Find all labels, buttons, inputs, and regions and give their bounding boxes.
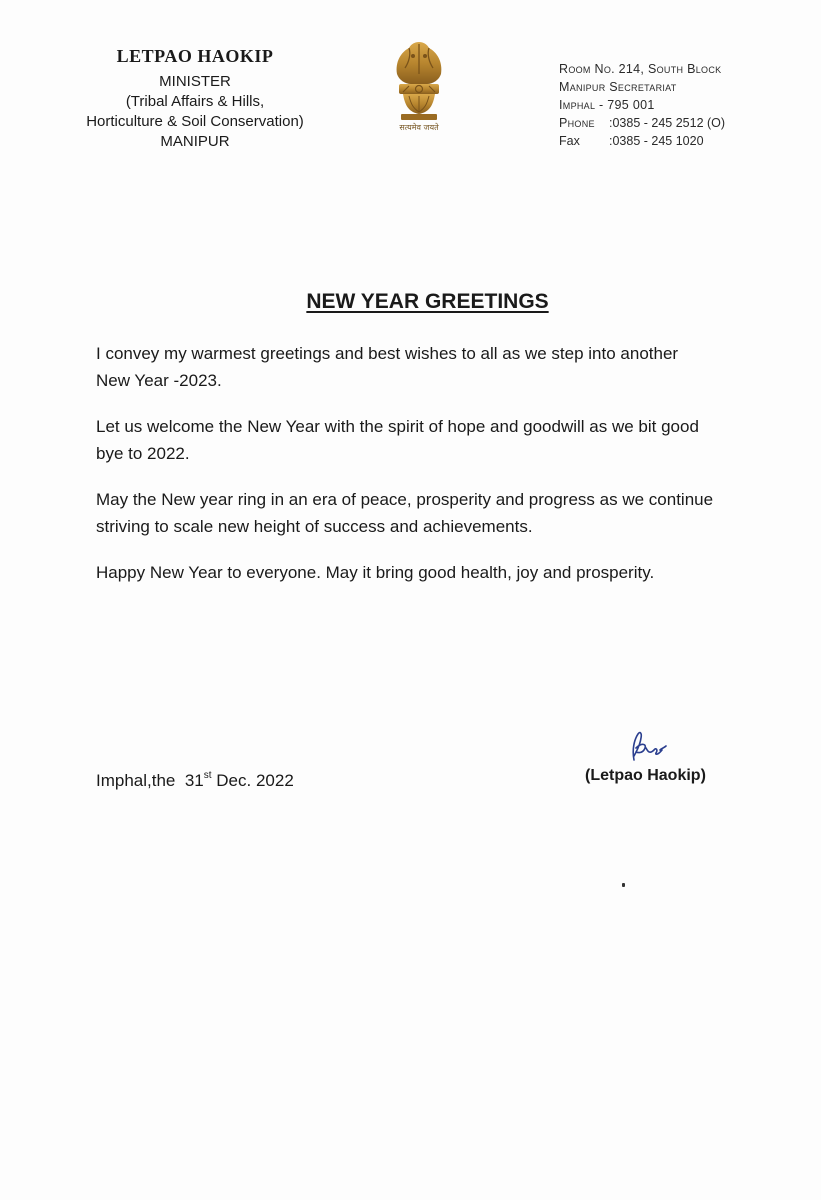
emblem-motto: सत्यमेव जयते (399, 123, 439, 132)
address-line-3: Imphal - 795 001 (559, 98, 655, 112)
paragraph-3-line-2: striving to scale new height of success and achievements. (96, 517, 533, 536)
letterhead-left (60, 44, 330, 152)
letter-title: NEW YEAR GREETINGS (306, 290, 549, 313)
phone-label: Phone (559, 116, 595, 130)
letterhead-address (559, 60, 799, 150)
paragraph-1-line-1: I convey my warmest greetings and best wishes to all as we step into another (96, 344, 679, 363)
date-day-suffix: st (203, 770, 212, 781)
portfolio-line-2: Horticulture & Soil Conservation) (86, 113, 304, 130)
state-name: MANIPUR (160, 133, 230, 150)
fax-label: Fax (559, 134, 580, 148)
designation: MINISTER (159, 73, 231, 90)
signatory-name: (Letpao Haokip) (585, 767, 706, 784)
lion-capital-icon (387, 34, 451, 122)
fax-value: :0385 - 245 1020 (609, 134, 704, 148)
phone-value: :0385 - 245 2512 (O) (609, 116, 726, 130)
paragraph-1 (96, 340, 766, 394)
place-prefix: Imphal,the (96, 771, 176, 790)
paragraph-1-line-2: New Year -2023. (96, 371, 222, 390)
signature-icon (622, 726, 672, 770)
address-line-1: Room No. 214, South Block (559, 62, 722, 76)
place-and-date (96, 771, 294, 791)
fax-row (559, 132, 799, 150)
state-emblem (384, 34, 454, 138)
paragraph-2-line-2: bye to 2022. (96, 444, 190, 463)
scan-speck (622, 883, 625, 887)
minister-name: LETPAO HAOKIP (116, 46, 274, 66)
phone-row (559, 114, 799, 132)
paragraph-3-line-1: May the New year ring in an era of peace, prosperity and progress as we continue (96, 490, 714, 509)
paragraph-2 (96, 413, 766, 467)
date-day: 31 (184, 771, 204, 790)
letter-body (96, 340, 766, 605)
paragraph-3 (96, 486, 766, 540)
date-month-year: Dec. 2022 (216, 771, 294, 790)
address-line-2: Manipur Secretariat (559, 80, 677, 94)
portfolio-line-1: (Tribal Affairs & Hills, (125, 93, 265, 110)
paragraph-2-line-1: Let us welcome the New Year with the spirit of hope and goodwill as we bit good (96, 417, 699, 436)
paragraph-4: Happy New Year to everyone. May it bring good health, joy and prosperity. (96, 563, 655, 582)
